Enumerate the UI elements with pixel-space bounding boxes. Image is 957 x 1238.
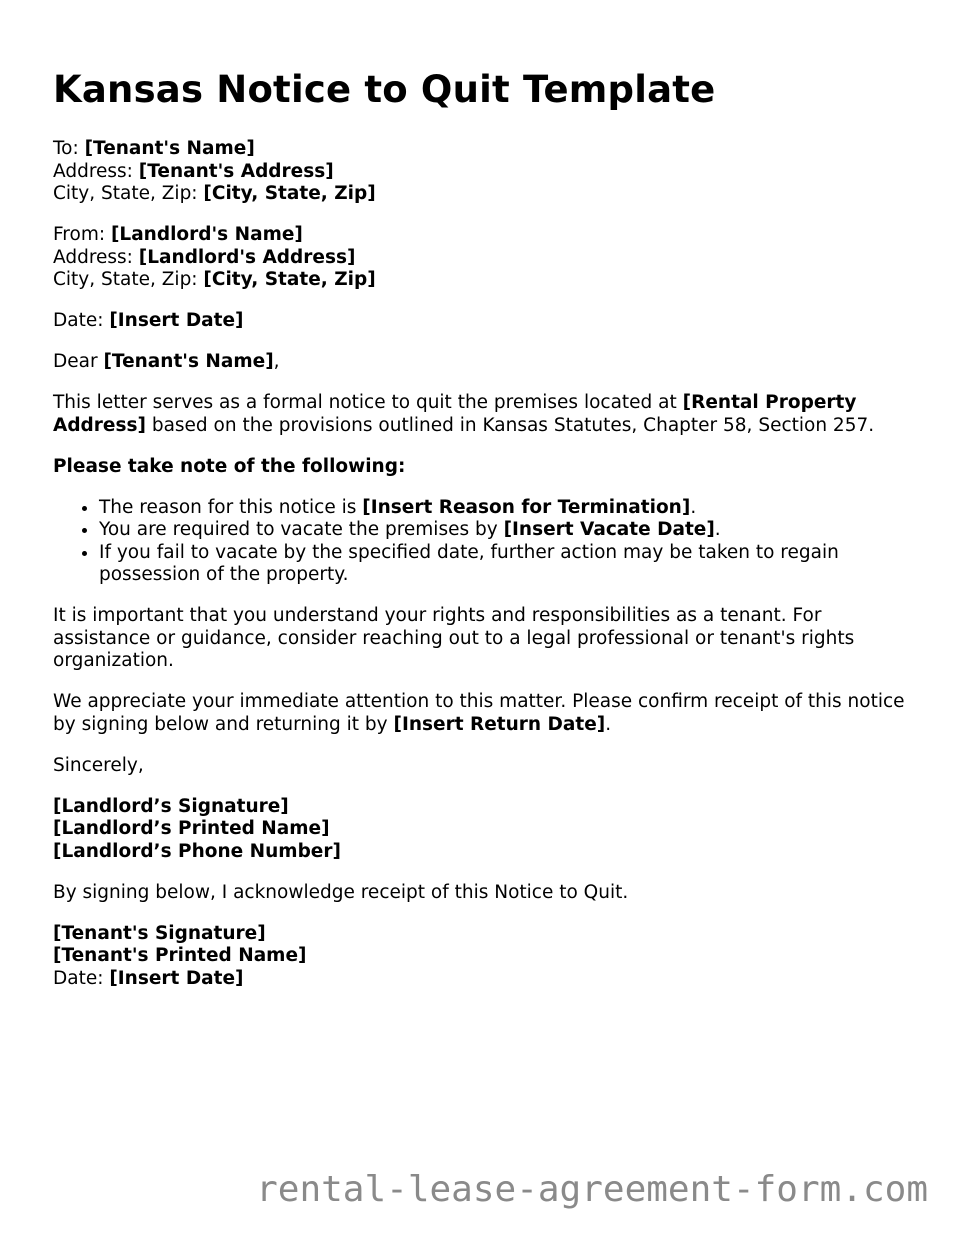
tenant-date-label: Date: [53, 967, 110, 989]
tenant-signature-block [53, 923, 913, 991]
address-label: Address: [53, 160, 139, 182]
tenant-printed-name-placeholder: [Tenant's Printed Name] [53, 945, 307, 966]
bullet-text: You are required to vacate the premises by [99, 519, 504, 540]
list-item [99, 519, 913, 542]
confirm-paragraph [53, 691, 913, 736]
acknowledge-paragraph: By signing below, I acknowledge receipt of this Notice to Quit. [53, 881, 629, 903]
greeting-suffix: , [273, 351, 280, 372]
tenant-address-placeholder: [Tenant's Address] [138, 160, 334, 182]
vacate-date-placeholder: [Insert Vacate Date] [503, 519, 715, 540]
return-date-placeholder: [Insert Return Date] [393, 713, 606, 735]
sender-name-line [53, 224, 913, 247]
intro-paragraph [53, 392, 913, 437]
bullet-text: If you fail to vacate by the specified date, further action may be taken to regain possession of the property. [99, 541, 839, 585]
date-label: Date: [53, 310, 110, 331]
recipient-name-line [53, 138, 913, 161]
from-label: From: [53, 224, 111, 245]
bullet-suffix: . [714, 519, 721, 540]
city-label: City, State, Zip: [53, 269, 204, 290]
greeting-tenant-name: [Tenant's Name] [103, 351, 274, 372]
footer-website: rental-lease-agreement-form.com [256, 1169, 928, 1210]
list-item [99, 497, 913, 520]
intro-text-start: This letter serves as a formal notice to quit the premises located at [53, 392, 683, 413]
city-label: City, State, Zip: [53, 183, 204, 204]
landlord-city-placeholder: [City, State, Zip] [203, 269, 376, 290]
tenant-name-placeholder: [Tenant's Name] [84, 138, 255, 159]
rights-paragraph: It is important that you understand your rights and responsibilities as a tenant. For assistance or guidance, consider reaching out to a legal professional or tenant's rights organization. [53, 605, 855, 671]
page-title: Kansas Notice to Quit Template [53, 68, 716, 111]
bullet-text: The reason for this notice is [99, 496, 363, 518]
recipient-city-line [53, 183, 913, 206]
greeting-prefix: Dear [53, 351, 104, 372]
note-heading [53, 456, 913, 479]
recipient-block [53, 138, 913, 206]
tenant-signature-placeholder: [Tenant's Signature] [53, 922, 266, 944]
address-label: Address: [53, 246, 139, 268]
greeting [53, 351, 913, 374]
date-line [53, 310, 913, 333]
bullet-suffix: . [690, 496, 697, 518]
closing: Sincerely, [53, 754, 144, 776]
landlord-address-placeholder: [Landlord's Address] [138, 246, 356, 268]
rental-property-placeholder: [Rental Property Address] [53, 392, 857, 436]
to-label: To: [53, 138, 85, 159]
tenant-city-placeholder: [City, State, Zip] [203, 183, 376, 204]
date-placeholder: [Insert Date] [109, 310, 244, 331]
sender-block [53, 224, 913, 292]
list-item [99, 542, 913, 587]
landlord-printed-name-placeholder: [Landlord’s Printed Name] [53, 818, 330, 839]
note-heading-text: Please take note of the following: [53, 455, 406, 477]
notice-bullet-list [53, 497, 913, 587]
sender-city-line [53, 269, 913, 292]
landlord-name-placeholder: [Landlord's Name] [110, 224, 303, 245]
sender-address-line [53, 247, 913, 270]
intro-text-end: based on the provisions outlined in Kansas Statutes, Chapter 58, Section 257. [145, 414, 875, 436]
tenant-date-placeholder: [Insert Date] [109, 967, 244, 989]
confirm-text: We appreciate your immediate attention to this matter. Please confirm receipt of this notice by signing below and returning it by [53, 691, 905, 735]
landlord-signature-block [53, 796, 913, 864]
confirm-suffix: . [605, 713, 612, 735]
landlord-signature-placeholder: [Landlord’s Signature] [53, 795, 289, 817]
landlord-phone-placeholder: [Landlord’s Phone Number] [53, 840, 341, 862]
document-page [53, 66, 913, 1009]
recipient-address-line [53, 161, 913, 184]
reason-placeholder: [Insert Reason for Termination] [362, 496, 691, 518]
